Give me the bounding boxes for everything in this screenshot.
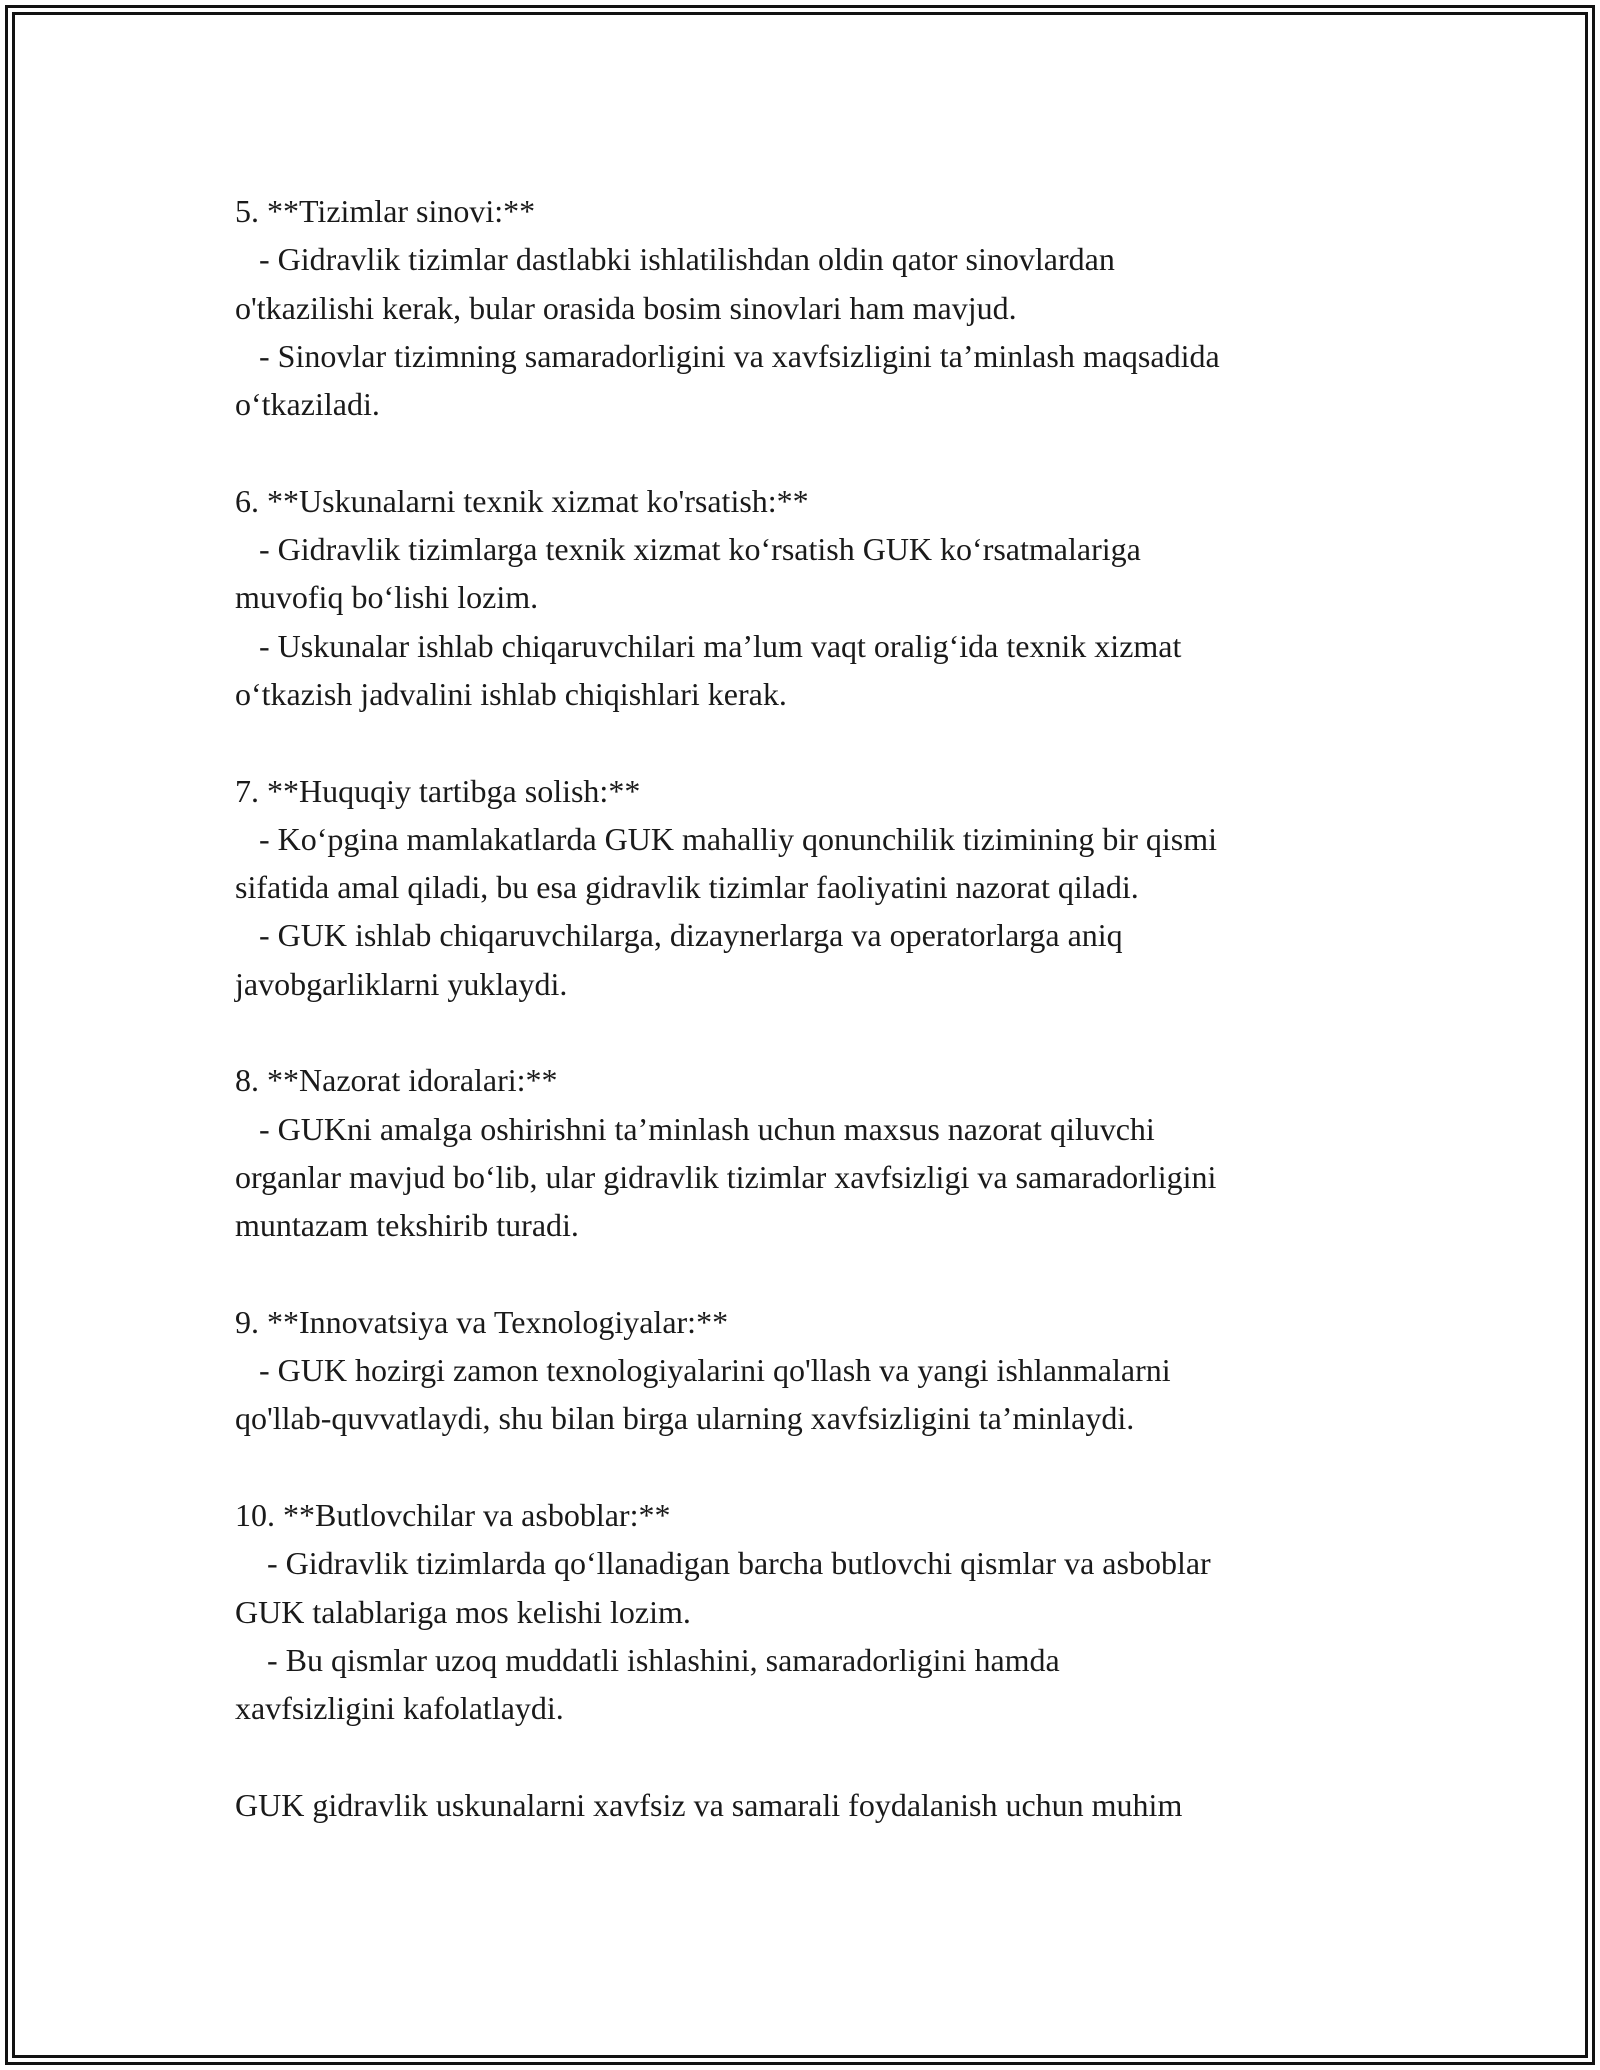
section-innovatsiya [235, 1298, 1415, 1443]
blank-line [235, 1008, 1415, 1056]
paragraph-line: qo'llab-quvvatlaydi, shu bilan birga ularning xavfsizligini ta’minlaydi. [235, 1400, 1135, 1437]
blank-line [235, 1443, 1415, 1491]
paragraph-line: o'tkazilishi kerak, bular orasida bosim sinovlari ham mavjud. [235, 289, 1017, 326]
paragraph-line: organlar mavjud bo‘lib, ular gidravlik tizimlar xavfsizligi va samaradorligini [235, 1158, 1217, 1195]
blank-line [235, 428, 1415, 476]
paragraph-line: xavfsizligini kafolatlaydi. [235, 1690, 564, 1727]
paragraph-line: sifatida amal qiladi, bu esa gidravlik tizimlar faoliyatini nazorat qiladi. [235, 869, 1139, 906]
paragraph-line: javobgarliklarni yuklaydi. [235, 965, 568, 1002]
paragraph-line: GUK talablariga mos kelishi lozim. [235, 1593, 691, 1630]
paragraph-line: - Sinovlar tizimning samaradorligini va xavfsizligini ta’minlash maqsadida [235, 337, 1220, 374]
paragraph-line: - Gidravlik tizimlarga texnik xizmat ko‘rsatish GUK ko‘rsatmalariga [235, 531, 1141, 568]
paragraph-line: - Gidravlik tizimlarda qo‘llanadigan barcha butlovchi qismlar va asboblar [235, 1545, 1211, 1582]
blank-line [235, 1733, 1415, 1781]
paragraph-line: - GUK ishlab chiqaruvchilarga, dizaynerlarga va operatorlarga aniq [235, 917, 1123, 954]
section-heading: 9. **Innovatsiya va Texnologiyalar:** [235, 1303, 729, 1340]
blank-line [235, 1250, 1415, 1298]
paragraph-line: - GUKni amalga oshirishni ta’minlash uchun maxsus nazorat qiluvchi [235, 1110, 1155, 1147]
paragraph-line: - Uskunalar ishlab chiqaruvchilari ma’lum vaqt oralig‘ida texnik xizmat [235, 627, 1182, 664]
section-heading: 8. **Nazorat idoralari:** [235, 1062, 558, 1099]
section-heading: 7. **Huquqiy tartibga solish:** [235, 772, 641, 809]
closing-paragraph: GUK gidravlik uskunalarni xavfsiz va samarali foydalanish uchun muhim [235, 1786, 1183, 1823]
paragraph-line: muntazam tekshirib turadi. [235, 1207, 579, 1244]
section-heading: 5. **Tizimlar sinovi:** [235, 193, 536, 229]
section-huquqiy-tartibga-solish [235, 767, 1415, 1008]
blank-line [235, 718, 1415, 766]
document-body [235, 187, 1415, 1829]
paragraph-line: o‘tkazish jadvalini ishlab chiqishlari kerak. [235, 675, 787, 712]
paragraph-line: muvofiq bo‘lishi lozim. [235, 579, 539, 616]
section-tizimlar-sinovi [235, 187, 1415, 428]
paragraph-line: - Gidravlik tizimlar dastlabki ishlatilishdan oldin qator sinovlardan [235, 241, 1115, 278]
section-nazorat-idoralari [235, 1056, 1415, 1249]
section-heading: 6. **Uskunalarni texnik xizmat ko'rsatish:** [235, 482, 809, 519]
paragraph-line: o‘tkaziladi. [235, 386, 380, 423]
section-texnik-xizmat [235, 477, 1415, 718]
paragraph-line: - Bu qismlar uzoq muddatli ishlashini, samaradorligini hamda [235, 1641, 1060, 1678]
paragraph-line: - Ko‘pgina mamlakatlarda GUK mahalliy qonunchilik tizimining bir qismi [235, 820, 1218, 857]
section-heading: 10. **Butlovchilar va asboblar:** [235, 1497, 671, 1534]
section-butlovchilar [235, 1491, 1415, 1732]
paragraph-line: - GUK hozirgi zamon texnologiyalarini qo'llash va yangi ishlanmalarni [235, 1352, 1171, 1389]
